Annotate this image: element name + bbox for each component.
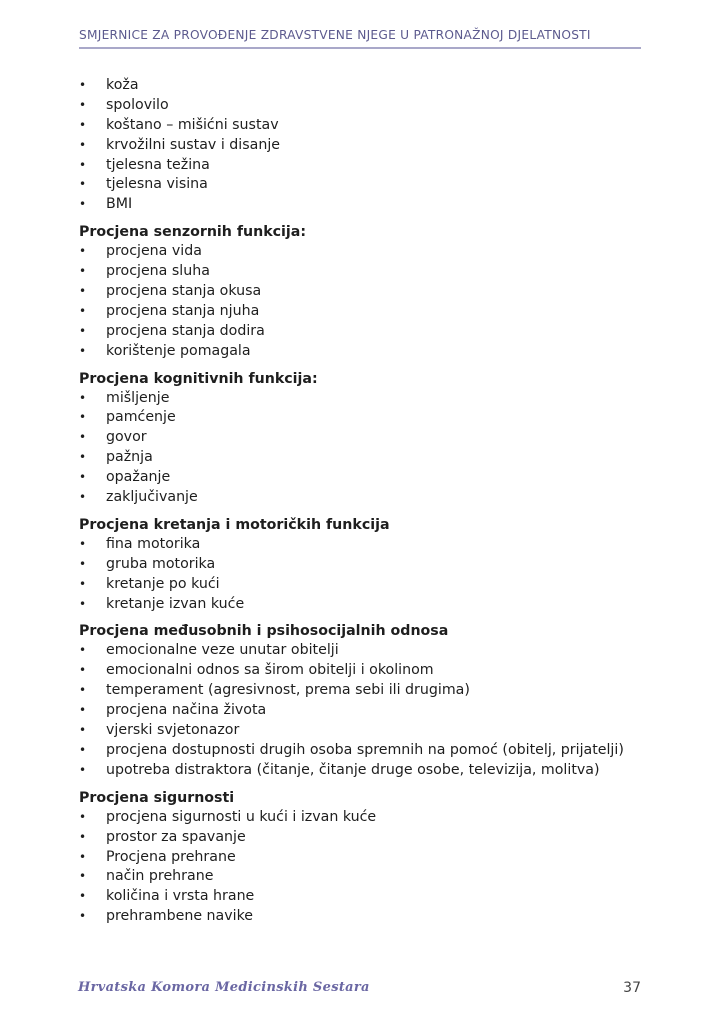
list-item bbox=[79, 641, 679, 661]
section bbox=[79, 788, 679, 927]
list-item bbox=[79, 907, 679, 927]
list-item-text: procjena načina života bbox=[106, 702, 267, 719]
list-item-text: BMI bbox=[106, 196, 133, 213]
list-item bbox=[79, 535, 679, 555]
list-item bbox=[79, 701, 679, 721]
section-heading: Procjena kretanja i motoričkih funkcija bbox=[79, 516, 390, 533]
bullet-icon: • bbox=[79, 723, 87, 738]
bullet-list bbox=[79, 389, 679, 508]
bullet-icon: • bbox=[79, 264, 87, 279]
list-item-text: procjena stanja njuha bbox=[106, 302, 260, 319]
list-item bbox=[79, 156, 679, 176]
bullet-icon: • bbox=[79, 596, 87, 611]
list-item bbox=[79, 721, 679, 741]
list-item bbox=[79, 282, 679, 302]
list-item-text: koštano – mišićni sustav bbox=[106, 116, 279, 133]
bullet-icon: • bbox=[79, 663, 87, 678]
bullet-icon: • bbox=[79, 643, 87, 658]
bullet-icon: • bbox=[79, 157, 87, 172]
bullet-icon: • bbox=[79, 762, 87, 777]
list-item bbox=[79, 555, 679, 575]
list-item-text: prehrambene navike bbox=[106, 908, 254, 925]
bullet-icon: • bbox=[79, 869, 87, 884]
bullet-icon: • bbox=[79, 829, 87, 844]
bullet-icon: • bbox=[79, 303, 87, 318]
list-item-text: korištenje pomagala bbox=[106, 342, 251, 359]
page-content bbox=[79, 76, 679, 934]
list-item-text: procjena vida bbox=[106, 243, 202, 260]
section-heading: Procjena sigurnosti bbox=[79, 789, 235, 806]
list-item bbox=[79, 887, 679, 907]
bullet-icon: • bbox=[79, 576, 87, 591]
list-item bbox=[79, 262, 679, 282]
footer-brand: Hrvatska Komora Medicinskih Sestara bbox=[78, 980, 370, 995]
list-item bbox=[79, 448, 679, 468]
list-item bbox=[79, 428, 679, 448]
list-item-text: mišljenje bbox=[106, 389, 170, 406]
list-item-text: temperament (agresivnost, prema sebi ili drugima) bbox=[106, 682, 470, 699]
list-item bbox=[79, 867, 679, 887]
section bbox=[79, 222, 679, 361]
section bbox=[79, 515, 679, 615]
list-item-text: kretanje izvan kuće bbox=[106, 595, 245, 612]
list-item bbox=[79, 761, 679, 781]
section bbox=[79, 621, 679, 780]
list-item bbox=[79, 302, 679, 322]
bullet-icon: • bbox=[79, 197, 87, 212]
list-item-text: količina i vrsta hrane bbox=[106, 888, 255, 905]
bullet-icon: • bbox=[79, 889, 87, 904]
list-item-text: govor bbox=[106, 429, 147, 446]
bullet-icon: • bbox=[79, 450, 87, 465]
list-item-text: procjena stanja dodira bbox=[106, 322, 265, 339]
bullet-icon: • bbox=[79, 849, 87, 864]
bullet-icon: • bbox=[79, 284, 87, 299]
bullet-icon: • bbox=[79, 177, 87, 192]
list-item bbox=[79, 468, 679, 488]
list-item-text: procjena sigurnosti u kući i izvan kuće bbox=[106, 808, 377, 825]
list-item-text: tjelesna visina bbox=[106, 176, 208, 193]
list-item-text: vjerski svjetonazor bbox=[106, 722, 240, 739]
list-item bbox=[79, 408, 679, 428]
bullet-icon: • bbox=[79, 323, 87, 338]
bullet-list bbox=[79, 535, 679, 615]
list-item bbox=[79, 96, 679, 116]
list-item-text: gruba motorika bbox=[106, 555, 216, 572]
list-item bbox=[79, 828, 679, 848]
list-item-text: opažanje bbox=[106, 469, 171, 486]
bullet-icon: • bbox=[79, 809, 87, 824]
bullet-icon: • bbox=[79, 137, 87, 152]
list-item-text: procjena stanja okusa bbox=[106, 283, 262, 300]
bullet-list bbox=[79, 808, 679, 927]
list-item bbox=[79, 661, 679, 681]
list-item bbox=[79, 575, 679, 595]
bullet-icon: • bbox=[79, 683, 87, 698]
list-item bbox=[79, 595, 679, 615]
list-item bbox=[79, 681, 679, 701]
list-item-text: način prehrane bbox=[106, 868, 214, 885]
list-item-text: koža bbox=[106, 77, 139, 93]
list-item bbox=[79, 741, 679, 761]
bullet-icon: • bbox=[79, 490, 87, 505]
bullet-icon: • bbox=[79, 909, 87, 924]
bullet-icon: • bbox=[79, 536, 87, 551]
section-heading: Procjena senzornih funkcija: bbox=[79, 224, 307, 241]
bullet-icon: • bbox=[79, 470, 87, 485]
page-number: 37 bbox=[623, 980, 641, 996]
list-item-text: tjelesna težina bbox=[106, 156, 210, 173]
list-item-text: spolovilo bbox=[106, 96, 169, 113]
list-item-text: krvožilni sustav i disanje bbox=[106, 136, 280, 153]
list-item bbox=[79, 488, 679, 508]
bullet-icon: • bbox=[79, 390, 87, 405]
bullet-icon: • bbox=[79, 703, 87, 718]
list-item-text: emocionalni odnos sa širom obitelji i okolinom bbox=[106, 662, 434, 679]
bullet-icon: • bbox=[79, 78, 87, 92]
list-item-text: procjena dostupnosti drugih osoba spremnih na pomoć (obitelj, prijatelji) bbox=[106, 741, 624, 758]
section bbox=[79, 369, 679, 508]
list-item-text: upotreba distraktora (čitanje, čitanje druge osobe, televizija, molitva) bbox=[106, 761, 600, 778]
bullet-list bbox=[79, 76, 679, 215]
section-heading: Procjena međusobnih i psihosocijalnih odnosa bbox=[79, 623, 449, 640]
list-item-text: procjena sluha bbox=[106, 263, 210, 280]
list-item bbox=[79, 808, 679, 828]
list-item-text: kretanje po kući bbox=[106, 575, 220, 592]
list-item-text: prostor za spavanje bbox=[106, 828, 246, 845]
running-header: SMJERNICE ZA PROVOĐENJE ZDRAVSTVENE NJEGE U PATRONAŽNOJ DJELATNOSTI bbox=[79, 28, 591, 42]
bullet-list bbox=[79, 242, 679, 361]
bullet-icon: • bbox=[79, 97, 87, 112]
list-item bbox=[79, 195, 679, 215]
list-item-text: pamćenje bbox=[106, 409, 176, 426]
bullet-list bbox=[79, 641, 679, 780]
list-item bbox=[79, 116, 679, 136]
list-item bbox=[79, 848, 679, 868]
section bbox=[79, 76, 679, 215]
list-item-text: emocionalne veze unutar obitelji bbox=[106, 642, 339, 659]
bullet-icon: • bbox=[79, 742, 87, 757]
list-item bbox=[79, 175, 679, 195]
list-item-text: zaključivanje bbox=[106, 489, 198, 506]
list-item bbox=[79, 322, 679, 342]
header-rule bbox=[79, 47, 641, 49]
list-item bbox=[79, 242, 679, 262]
list-item bbox=[79, 76, 679, 96]
list-item bbox=[79, 136, 679, 156]
list-item-text: Procjena prehrane bbox=[106, 848, 236, 865]
bullet-icon: • bbox=[79, 430, 87, 445]
bullet-icon: • bbox=[79, 343, 87, 358]
bullet-icon: • bbox=[79, 117, 87, 132]
bullet-icon: • bbox=[79, 556, 87, 571]
list-item bbox=[79, 342, 679, 362]
list-item-text: pažnja bbox=[106, 449, 153, 466]
bullet-icon: • bbox=[79, 244, 87, 259]
list-item-text: fina motorika bbox=[106, 535, 201, 552]
section-heading: Procjena kognitivnih funkcija: bbox=[79, 370, 318, 387]
list-item bbox=[79, 389, 679, 409]
bullet-icon: • bbox=[79, 410, 87, 425]
